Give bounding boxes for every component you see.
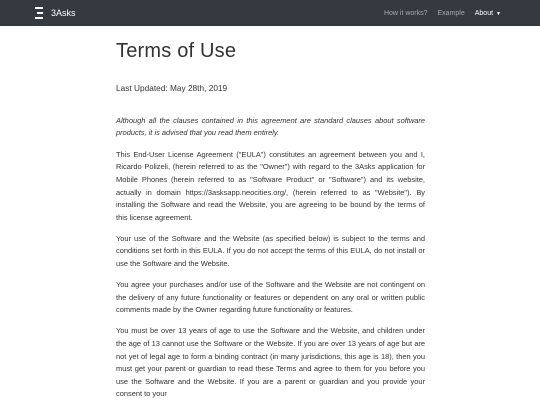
logo-icon [35,7,43,19]
brand-link[interactable] [10,7,76,19]
caret-down-icon: ▼ [496,10,501,17]
last-updated: Last Updated: May 28th, 2019 [116,83,228,93]
nav-links [374,10,501,17]
terms-content [116,26,425,401]
nav-link-example[interactable]: Example [437,9,465,17]
nav-dropdown-about[interactable] [475,10,501,17]
terms-paragraph: Your use of the Software and the Website (as specified below) is subject to the terms and conditions set forth in this EULA. If you do not accept the terms of this EULA, do not install or use the Software and the Website. [116,233,425,269]
nav-link-how-it-works[interactable]: How it works? [383,9,428,17]
terms-paragraph: You must be over 13 years of age to use the Software and the Website, and children under the age of 13 cannot use the Software or the Website. If you are over 13 years of age but are not yet of legal age to form a binding contract (in many jurisdictions, this age is 18), then you must get your parent or guardian to read these Terms and agree to them for you before you use the Software and the Website. If you are a parent or guardian and you provide your consent to your [116,326,425,399]
page-title: Terms of Use [116,40,237,62]
brand-name: 3Asks [51,8,76,18]
terms-paragraph: You agree your purchases and/or use of the Software and the Website are not contingent on the delivery of any future functionality or features or dependent on any oral or written public comments made by the Owner regarding future functionality or features. [116,280,425,315]
terms-paragraph: This End-User License Agreement ("EULA") constitutes an agreement between you and I, Ricardo Polizeli, (herein referred to as the "Owner") with regard to the 3Asks application for Mobile Phones (herein referred to as "Software Product" or "Software") and its website, actually in domain https://3asksapp.neocities.org/, (herein referred to as "Website"). By installing the Software and read the Website, you are agreeing to be bound by the terms of this license agreement. [116,149,425,222]
nav-link-about-label: About [474,9,494,17]
intro-paragraph: Although all the clauses contained in this agreement are standard clauses about software products, it is advised that you read them entirely. [116,115,425,138]
top-navbar [0,0,540,26]
